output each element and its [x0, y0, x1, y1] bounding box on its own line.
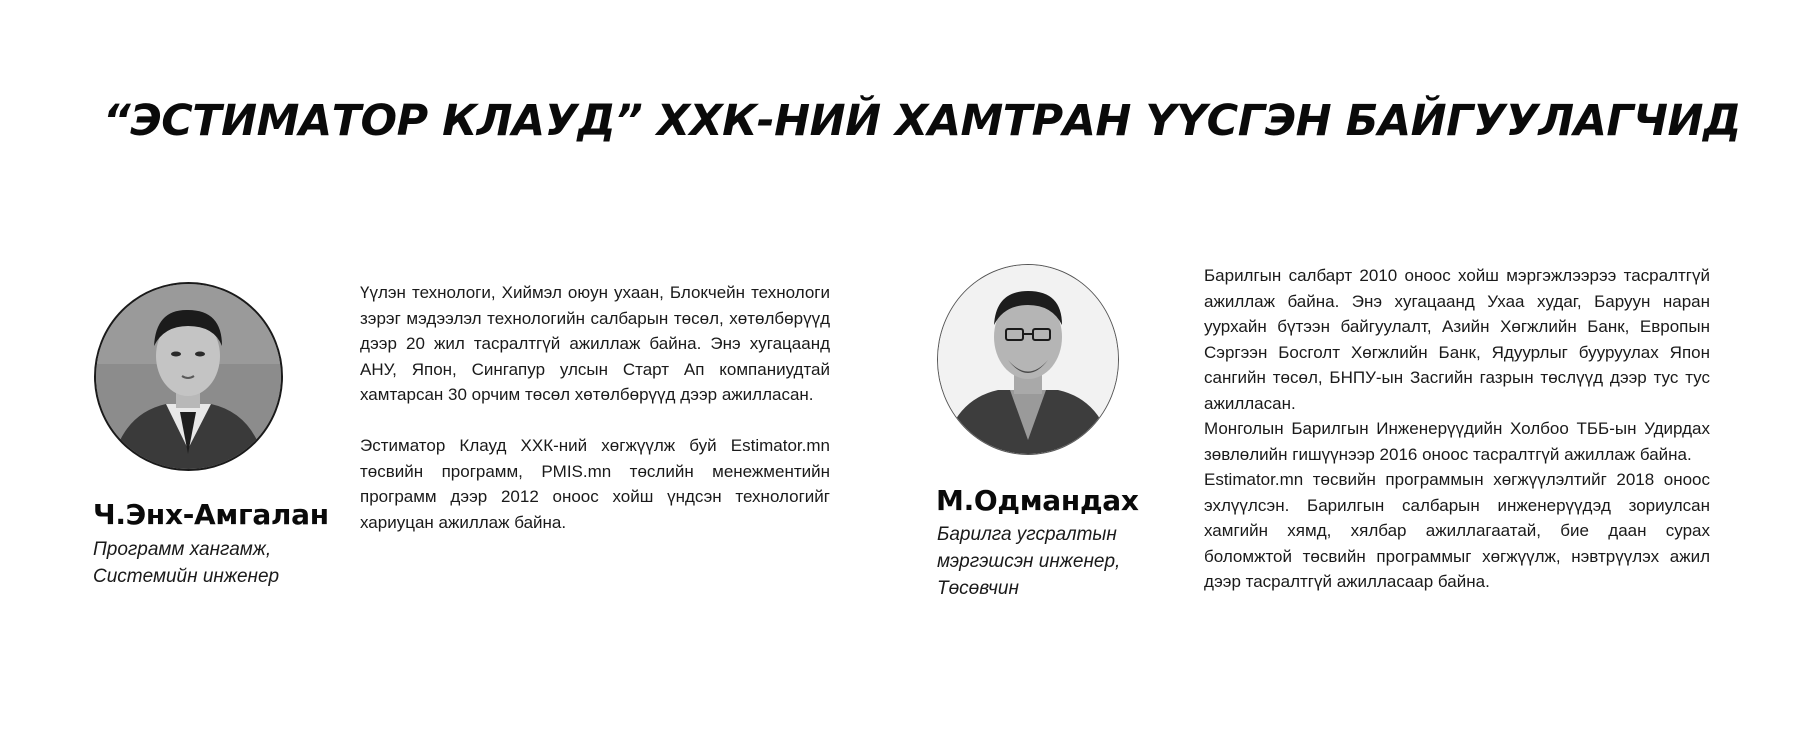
founder-2-role: [937, 521, 1157, 602]
founder-1-name: Ч.Энх-Амгалан: [93, 498, 329, 531]
page-title: “ЭСТИМАТОР КЛАУД” ХХК-НИЙ ХАМТРАН ҮҮСГЭН БАЙГУУЛАГЧИД: [103, 96, 1741, 146]
founder-2-name: М.Одмандах: [936, 484, 1139, 517]
founder-2-role-line: мэргэшсэн инженер,: [937, 551, 1121, 572]
founder-1-bio-paragraph: Эстиматор Клауд ХХК-ний хөгжүүлж буй Estimator.mn төсвийн программ, PMIS.mn төслийн менежментийн программ дээр 2012 оноос хойш үндсэн технологийг хариуцан ажиллаж байна.: [360, 436, 830, 532]
founder-2-bio-paragraph: Монголын Барилгын Инженерүүдийн Холбоо ТББ-ын Удирдах зөвлөлийн гишүүнээр 2016 оноос тасралтгүй ажиллаж байна.: [1204, 419, 1710, 464]
founder-2-bio: [1204, 263, 1710, 595]
founder-2-bio-paragraph: Барилгын салбарт 2010 оноос хойш мэргэжлээрээ тасралтгүй ажиллаж байна. Энэ хугацаанд Ухаа худаг, Баруун наран уурхайн бүтээн байгуулалт, Азийн Хөгжлийн Банк, Европын Сэргээн Босголт Хөгжлийн Банк, Ядуурлыг бууруулах Япон сангийн төсөл, БНПУ-ын Засгийн газрын төслүүд дээр тус тус ажилласан.: [1204, 266, 1710, 413]
founder-1-photo: [94, 282, 283, 471]
founder-2-photo: [937, 264, 1119, 455]
founder-1-role-line: Программ хангамж,: [93, 539, 272, 560]
founder-1-bio-paragraph: Үүлэн технологи, Хиймэл оюун ухаан, Блокчейн технологи зэрэг мэдээлэл технологийн салбарын төсөл, хөтөлбөрүүд дээр 20 жил тасралтгүй ажиллаж байна. Энэ хугацаанд АНУ, Япон, Сингапур улсын Старт Ап компаниудтай хамтарсан 30 орчим төсөл хөтөлбөрүүд дээр ажилласан.: [360, 283, 830, 404]
founder-2-bio-paragraph: Estimator.mn төсвийн программын хөгжүүлэлтийг 2018 оноос эхлүүлсэн. Барилгын салбарын инженерүүдэд зориулсан хамгийн хямд, хялбар ажиллагаатай, бие даан сурах боломжтой төсвийн программыг хөгжүүлж, нэвтрүүлэх ажил дээр тасралтгүй ажилласаар байна.: [1204, 470, 1710, 591]
founder-2-role-line: Барилга угсралтын: [937, 524, 1117, 545]
founder-1-bio: [360, 280, 830, 535]
founder-1-role-line: Системийн инженер: [93, 566, 280, 587]
founder-1-role: [93, 536, 313, 590]
founder-2-role-line: Төсөвчин: [937, 578, 1019, 599]
